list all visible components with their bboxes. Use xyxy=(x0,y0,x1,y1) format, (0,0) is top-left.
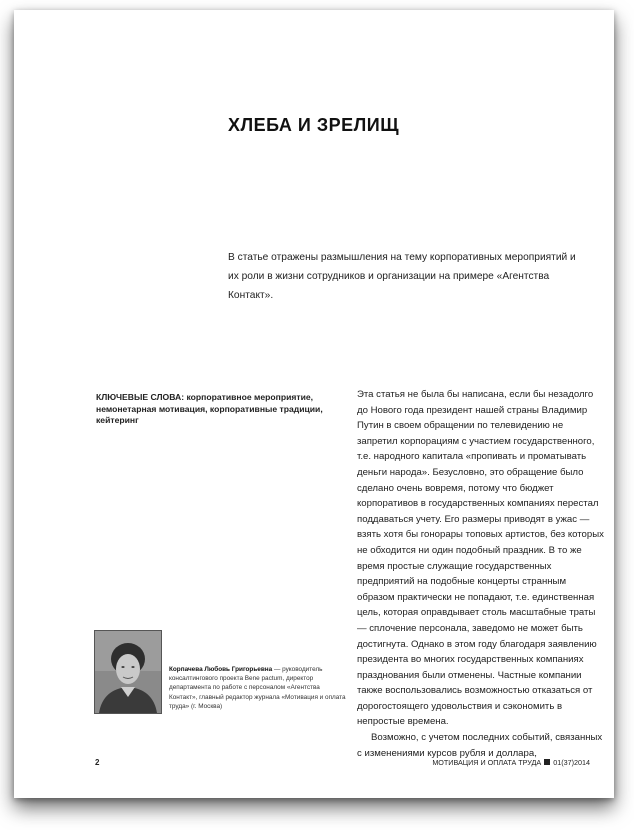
journal-name: МОТИВАЦИЯ И ОПЛАТА ТРУДА xyxy=(432,758,542,767)
journal-issue: 01(37)2014 xyxy=(553,758,590,767)
keywords-label: КЛЮЧЕВЫЕ СЛОВА: xyxy=(96,392,185,402)
keywords-block xyxy=(96,392,346,427)
square-separator-icon xyxy=(544,759,550,765)
journal-footer xyxy=(432,758,590,767)
body-paragraph-1: Эта статья не была бы написана, если бы незадолго до Нового года президент нашей страны Владимир Путин в своем обращении по телевидению не запретил корпорациям с участием государственного, т.е. народного капитала «пропивать и проматывать деньги народа». Безусловно, это обращение было сделано очень вовремя, потому что бюджет корпоративов в государственных компаниях перестал поддаваться учету. Его размеры приводят в ужас — взять хотя бы гонорары топовых артистов, без которых не обходится ни один подобный праздник. В то же время простые служащие государственных предприятий на подобные концерты странным образом практически не попадают, т.е. единственная цель, которая оправдывает столь масштабные траты — сплочение персонала, заведомо не может быть достигнута. Однако в этом году благодаря заявлению президента во многих государственных компаниях празднования были отменены. Частные компании также воспользовались возможностью отказаться от дорогостоящего удовольствия и сэкономить в непростые времена. xyxy=(357,389,604,728)
article-body xyxy=(357,387,605,761)
body-paragraph-2: Возможно, с учетом последних событий, связанных с изменениями курсов рубля и доллара, xyxy=(357,732,603,759)
author-portrait-image xyxy=(95,631,161,713)
article-title: ХЛЕБА И ЗРЕЛИЩ xyxy=(228,115,400,135)
author-info xyxy=(169,665,347,711)
keywords-text: корпоративное мероприятие, немонетарная мотивация, корпоративные традиции, кейтеринг xyxy=(96,392,323,425)
author-photo xyxy=(94,630,162,714)
author-bio: — руководитель консалтингового проекта Bene pactum, директор департамента по работе с персоналом «Агентства Контакт», главный редактор журнала «Мотивация и оплата труда» (г. Москва) xyxy=(169,666,346,710)
magazine-page xyxy=(14,10,614,798)
page-number: 2 xyxy=(95,758,100,767)
author-name: Корпачева Любовь Григорьевна xyxy=(169,666,273,673)
article-abstract: В статье отражены размышления на тему корпоративных мероприятий и их роли в жизни сотрудников и организации на примере «Агентства Контакт». xyxy=(228,252,576,301)
